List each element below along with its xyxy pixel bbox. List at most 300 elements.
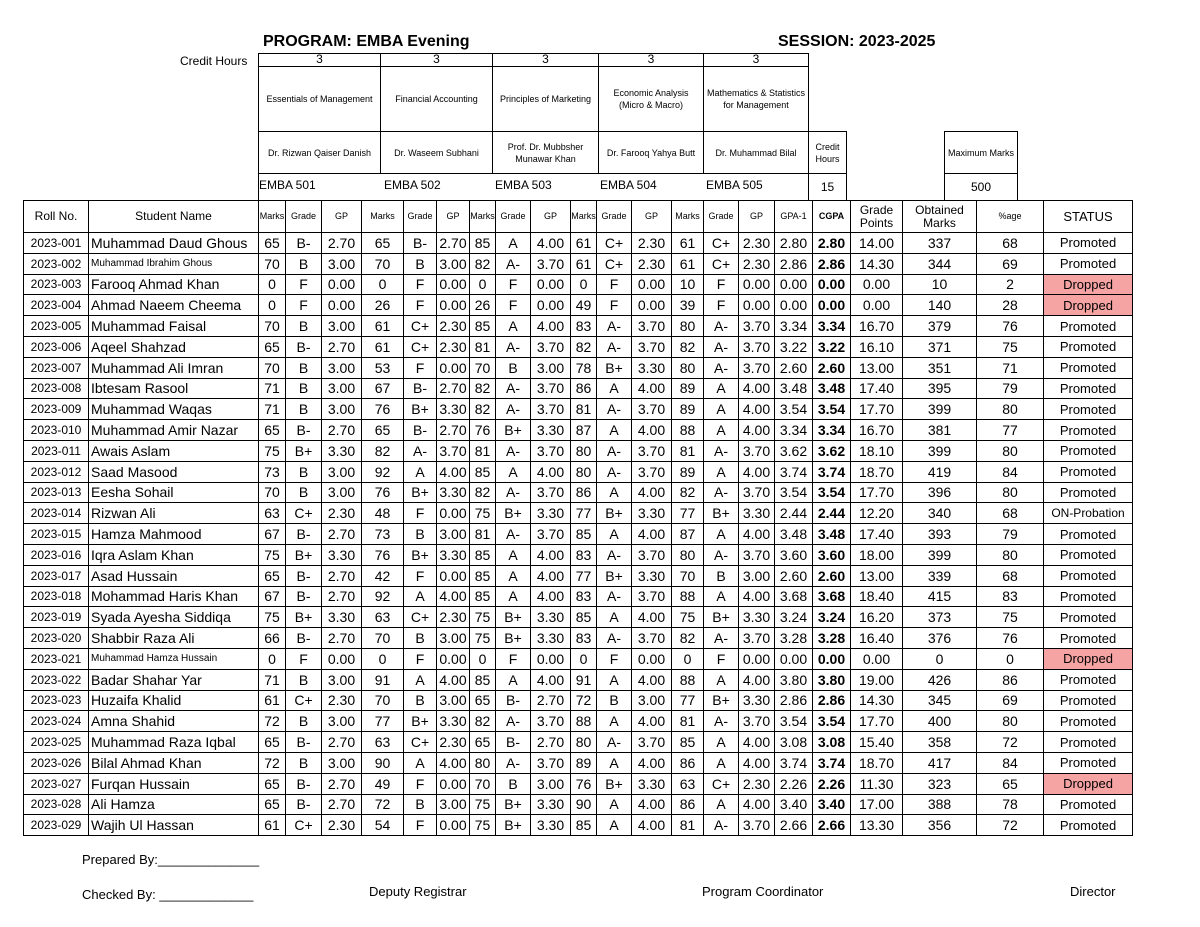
course-2-grade: C+: [404, 316, 437, 337]
gpa: 2.86: [775, 690, 813, 711]
course-1-grade: B+: [286, 607, 322, 628]
course-2-marks: 70: [362, 690, 404, 711]
course-5-grade: A-: [704, 357, 739, 378]
gpa: 2.60: [775, 357, 813, 378]
course-5-grade: F: [704, 295, 739, 316]
course-1-gp: 0.00: [322, 274, 362, 295]
course-5-marks: 89: [672, 461, 704, 482]
roll-no: 2023-027: [24, 773, 89, 794]
table-row: [24, 586, 1133, 607]
course-4-code: EMBA 504: [600, 178, 657, 192]
course-5-grade: A: [704, 399, 739, 420]
course-2-grade: F: [404, 773, 437, 794]
course-2-grade: B: [404, 690, 437, 711]
course-3-grade: A: [496, 461, 531, 482]
percentage: 76: [977, 316, 1044, 337]
roll-no: 2023-005: [24, 316, 89, 337]
course-5-grade: A-: [704, 628, 739, 649]
course-1-grade: B-: [286, 628, 322, 649]
percentage: 78: [977, 794, 1044, 815]
course-3-grade: B+: [496, 815, 531, 836]
course-4-marks: 61: [571, 233, 597, 254]
obtained-marks: 323: [903, 773, 977, 794]
percentage: 80: [977, 544, 1044, 565]
course-2-grade: F: [404, 357, 437, 378]
roll-no: 2023-003: [24, 274, 89, 295]
course-5-gp: 0.00: [739, 648, 775, 669]
course-2-marks: 63: [362, 607, 404, 628]
course-2-grade: F: [404, 274, 437, 295]
course-3-gp: 4.00: [531, 316, 571, 337]
col-name: Student Name: [89, 201, 259, 233]
col-c2-grade: Grade: [404, 201, 437, 233]
course-4-grade: A: [597, 524, 632, 545]
col-c5-marks: Marks: [672, 201, 704, 233]
course-3-gp: 3.70: [531, 752, 571, 773]
course-4-marks: 49: [571, 295, 597, 316]
student-name: Shabbir Raza Ali: [89, 628, 259, 649]
course-2-gp: 3.00: [437, 524, 470, 545]
course-3-grade: A: [496, 233, 531, 254]
course-3-grade: F: [496, 648, 531, 669]
percentage: 80: [977, 711, 1044, 732]
roll-no: 2023-012: [24, 461, 89, 482]
course-1-credit: 3: [316, 52, 323, 66]
course-3-marks: 75: [470, 607, 496, 628]
course-4-gp: 3.70: [632, 440, 672, 461]
course-4-gp: 4.00: [632, 420, 672, 441]
gpa: 3.34: [775, 420, 813, 441]
roll-no: 2023-011: [24, 440, 89, 461]
col-c2-marks: Marks: [362, 201, 404, 233]
roll-no: 2023-008: [24, 378, 89, 399]
course-4-marks: 77: [571, 565, 597, 586]
table-row: [24, 732, 1133, 753]
col-c1-marks: Marks: [259, 201, 286, 233]
table-row: [24, 420, 1133, 441]
col-obtained-marks: Obtained Marks: [903, 201, 977, 233]
course-4-gp: 2.30: [632, 253, 672, 274]
course-5-gp: 4.00: [739, 399, 775, 420]
course-5-gp: 3.70: [739, 336, 775, 357]
course-2-gp: 4.00: [437, 461, 470, 482]
percentage: 69: [977, 690, 1044, 711]
student-name: Saad Masood: [89, 461, 259, 482]
course-5-grade: A-: [704, 711, 739, 732]
course-3-gp: 3.70: [531, 253, 571, 274]
course-1-marks: 0: [259, 648, 286, 669]
course-2-grade: F: [404, 648, 437, 669]
col-status: STATUS: [1044, 201, 1133, 233]
course-4-grade: B+: [597, 357, 632, 378]
col-c4-marks: Marks: [571, 201, 597, 233]
course-1-gp: 3.30: [322, 607, 362, 628]
grade-points: 16.20: [851, 607, 903, 628]
table-row: [24, 752, 1133, 773]
student-name: Muhammad Waqas: [89, 399, 259, 420]
course-1-gp: 2.70: [322, 794, 362, 815]
course-1-grade: C+: [286, 503, 322, 524]
student-name: Muhammad Daud Ghous: [89, 233, 259, 254]
gpa: 3.24: [775, 607, 813, 628]
grade-points: 13.00: [851, 357, 903, 378]
obtained-marks: 351: [903, 357, 977, 378]
col-grade-points: Grade Points: [851, 201, 903, 233]
course-3-gp: 3.30: [531, 815, 571, 836]
course-5-grade: A-: [704, 482, 739, 503]
course-1-grade: B: [286, 253, 322, 274]
course-4-gp: 3.30: [632, 357, 672, 378]
course-2-marks: 54: [362, 815, 404, 836]
course-1-marks: 70: [259, 482, 286, 503]
course-2-gp: 0.00: [437, 773, 470, 794]
obtained-marks: 399: [903, 544, 977, 565]
course-3-grade: B+: [496, 794, 531, 815]
course-3-gp: 4.00: [531, 565, 571, 586]
course-2-grade: A: [404, 461, 437, 482]
course-4-marks: 76: [571, 773, 597, 794]
cgpa: 3.54: [813, 711, 851, 732]
course-2-gp: 0.00: [437, 503, 470, 524]
student-name: Amna Shahid: [89, 711, 259, 732]
course-1-grade: B-: [286, 794, 322, 815]
course-5-marks: 81: [672, 711, 704, 732]
course-2-grade: F: [404, 565, 437, 586]
cgpa: 3.60: [813, 544, 851, 565]
course-1-code: EMBA 501: [259, 178, 316, 192]
course-2-grade: F: [404, 503, 437, 524]
course-2-marks: 63: [362, 732, 404, 753]
course-2-marks: 49: [362, 773, 404, 794]
course-3-grade: B-: [496, 732, 531, 753]
grade-points: 18.10: [851, 440, 903, 461]
status-badge: Promoted: [1044, 524, 1133, 545]
course-3-grade: A: [496, 586, 531, 607]
col-c5-grade: Grade: [704, 201, 739, 233]
course-2-gp: 0.00: [437, 295, 470, 316]
percentage: 84: [977, 461, 1044, 482]
course-2-marks: 65: [362, 420, 404, 441]
obtained-marks: 399: [903, 399, 977, 420]
percentage: 79: [977, 378, 1044, 399]
course-3-gp: 4.00: [531, 544, 571, 565]
course-5-marks: 89: [672, 378, 704, 399]
course-1-grade: B-: [286, 233, 322, 254]
course-3-gp: 3.70: [531, 378, 571, 399]
course-5-gp: 3.00: [739, 565, 775, 586]
course-1-marks: 72: [259, 711, 286, 732]
course-2-gp: 2.70: [437, 233, 470, 254]
gpa: 3.48: [775, 378, 813, 399]
prepared-by: Prepared By:______________: [82, 852, 260, 867]
course-3-marks: 85: [470, 565, 496, 586]
percentage: 80: [977, 399, 1044, 420]
course-4-gp: 3.30: [632, 503, 672, 524]
percentage: 80: [977, 440, 1044, 461]
cgpa: 3.48: [813, 378, 851, 399]
roll-no: 2023-020: [24, 628, 89, 649]
course-3-gp: 3.30: [531, 628, 571, 649]
col-c3-grade: Grade: [496, 201, 531, 233]
course-2-gp: 3.00: [437, 794, 470, 815]
gpa: 0.00: [775, 295, 813, 316]
course-4-grade: A-: [597, 336, 632, 357]
course-2-marks: 73: [362, 524, 404, 545]
col-c3-gp: GP: [531, 201, 571, 233]
course-3-marks: 76: [470, 420, 496, 441]
course-1-marks: 75: [259, 607, 286, 628]
course-4-gp: 3.70: [632, 399, 672, 420]
course-3-grade: B: [496, 773, 531, 794]
course-4-marks: 77: [571, 503, 597, 524]
course-4-grade: F: [597, 274, 632, 295]
course-2-gp: 3.30: [437, 544, 470, 565]
roll-no: 2023-015: [24, 524, 89, 545]
course-5-gp: 4.00: [739, 752, 775, 773]
course-4-marks: 87: [571, 420, 597, 441]
course-4-gp: 3.70: [632, 461, 672, 482]
course-1-instructor: Dr. Rizwan Qaiser Danish: [267, 147, 372, 158]
course-3-marks: 70: [470, 773, 496, 794]
course-1-gp: 3.30: [322, 440, 362, 461]
course-5-code: EMBA 505: [706, 178, 763, 192]
cgpa: 2.26: [813, 773, 851, 794]
roll-no: 2023-029: [24, 815, 89, 836]
col-gpa: GPA-1: [775, 201, 813, 233]
course-2-gp: 3.00: [437, 690, 470, 711]
student-name: Muhammad Ibrahim Ghous: [89, 253, 259, 274]
status-badge: Promoted: [1044, 690, 1133, 711]
status-badge: Promoted: [1044, 565, 1133, 586]
course-3-grade: A-: [496, 752, 531, 773]
course-5-gp: 3.70: [739, 316, 775, 337]
course-1-gp: 2.70: [322, 773, 362, 794]
course-4-gp: 3.00: [632, 690, 672, 711]
course-4-grade: A-: [597, 461, 632, 482]
course-4-credit: 3: [647, 52, 655, 66]
grade-points: 14.00: [851, 233, 903, 254]
director: Director: [1070, 884, 1116, 899]
course-1-grade: B: [286, 482, 322, 503]
course-1-gp: 2.70: [322, 420, 362, 441]
cgpa: 3.68: [813, 586, 851, 607]
course-2-gp: 0.00: [437, 565, 470, 586]
course-1-gp: 2.70: [322, 524, 362, 545]
course-4-grade: A: [597, 669, 632, 690]
course-3-marks: 75: [470, 503, 496, 524]
course-1-marks: 63: [259, 503, 286, 524]
course-4-grade: B: [597, 690, 632, 711]
course-3-marks: 85: [470, 544, 496, 565]
obtained-marks: 340: [903, 503, 977, 524]
roll-no: 2023-016: [24, 544, 89, 565]
obtained-marks: 373: [903, 607, 977, 628]
course-2-grade: B-: [404, 420, 437, 441]
course-5-grade: A: [704, 586, 739, 607]
status-badge: Dropped: [1044, 773, 1133, 794]
course-4-grade: A-: [597, 628, 632, 649]
course-5-marks: 77: [672, 690, 704, 711]
grade-points: 16.10: [851, 336, 903, 357]
col-c5-gp: GP: [739, 201, 775, 233]
course-4-gp: 3.70: [632, 316, 672, 337]
table-row: [24, 565, 1133, 586]
gpa: 2.60: [775, 565, 813, 586]
student-name: Muhammad Hamza Hussain: [89, 648, 259, 669]
status-badge: Promoted: [1044, 357, 1133, 378]
percentage: 68: [977, 233, 1044, 254]
course-4-marks: 89: [571, 752, 597, 773]
course-5-gp: 3.30: [739, 607, 775, 628]
course-5-grade: A: [704, 378, 739, 399]
course-2-gp: 4.00: [437, 752, 470, 773]
course-1-name: Essentials of Management: [266, 94, 373, 104]
grade-points: 17.40: [851, 524, 903, 545]
course-4-grade: A-: [597, 316, 632, 337]
course-5-gp: 4.00: [739, 669, 775, 690]
course-5-marks: 85: [672, 732, 704, 753]
course-2-marks: 92: [362, 586, 404, 607]
course-3-grade: A: [496, 669, 531, 690]
course-4-gp: 4.00: [632, 711, 672, 732]
status-badge: Promoted: [1044, 378, 1133, 399]
course-1-gp: 3.00: [322, 752, 362, 773]
maximum-marks-value: 500: [970, 179, 992, 194]
student-name: Asad Hussain: [89, 565, 259, 586]
course-2-marks: 76: [362, 544, 404, 565]
course-1-marks: 70: [259, 357, 286, 378]
roll-no: 2023-006: [24, 336, 89, 357]
course-4-marks: 80: [571, 440, 597, 461]
table-row: [24, 648, 1133, 669]
course-1-gp: 2.70: [322, 586, 362, 607]
table-row: [24, 607, 1133, 628]
cgpa: 3.22: [813, 336, 851, 357]
course-5-marks: 81: [672, 815, 704, 836]
course-1-marks: 0: [259, 274, 286, 295]
course-3-grade: A-: [496, 399, 531, 420]
course-4-grade: A-: [597, 732, 632, 753]
course-4-marks: 80: [571, 461, 597, 482]
course-5-grade: C+: [704, 773, 739, 794]
course-3-grade: B+: [496, 607, 531, 628]
course-5-marks: 86: [672, 794, 704, 815]
course-3-marks: 82: [470, 378, 496, 399]
course-2-grade: B: [404, 628, 437, 649]
course-2-grade: B+: [404, 544, 437, 565]
grade-points: 17.00: [851, 794, 903, 815]
cgpa: 2.60: [813, 565, 851, 586]
course-1-gp: 0.00: [322, 295, 362, 316]
course-1-grade: C+: [286, 815, 322, 836]
course-5-grade: F: [704, 648, 739, 669]
course-4-gp: 3.30: [632, 773, 672, 794]
course-3-marks: 82: [470, 711, 496, 732]
course-1-gp: 3.00: [322, 316, 362, 337]
status-badge: Promoted: [1044, 794, 1133, 815]
course-3-code: EMBA 503: [495, 178, 552, 192]
course-2-marks: 90: [362, 752, 404, 773]
course-4-marks: 83: [571, 544, 597, 565]
table-row: [24, 336, 1133, 357]
roll-no: 2023-026: [24, 752, 89, 773]
course-1-grade: B: [286, 357, 322, 378]
course-5-grade: A-: [704, 440, 739, 461]
roll-no: 2023-023: [24, 690, 89, 711]
roll-no: 2023-019: [24, 607, 89, 628]
course-4-marks: 72: [571, 690, 597, 711]
course-4-marks: 81: [571, 399, 597, 420]
gpa: 2.44: [775, 503, 813, 524]
course-3-credit: 3: [542, 52, 549, 66]
course-3-grade: B: [496, 357, 531, 378]
course-1-marks: 67: [259, 524, 286, 545]
course-4-grade: F: [597, 295, 632, 316]
course-4-name: Economic Analysis (Micro & Macro): [613, 88, 689, 110]
percentage: 80: [977, 482, 1044, 503]
cgpa: 3.34: [813, 316, 851, 337]
course-4-grade: C+: [597, 233, 632, 254]
course-4-gp: 3.70: [632, 586, 672, 607]
col-roll: Roll No.: [24, 201, 89, 233]
student-name: Muhammad Raza Iqbal: [89, 732, 259, 753]
course-2-instructor: Dr. Waseem Subhani: [394, 147, 479, 158]
course-2-gp: 0.00: [437, 274, 470, 295]
course-5-grade: A: [704, 524, 739, 545]
course-4-grade: A: [597, 752, 632, 773]
course-3-marks: 75: [470, 628, 496, 649]
obtained-marks: 426: [903, 669, 977, 690]
course-5-gp: 4.00: [739, 461, 775, 482]
student-name: Hamza Mahmood: [89, 524, 259, 545]
course-1-marks: 75: [259, 440, 286, 461]
course-5-grade: B+: [704, 690, 739, 711]
gpa: 2.66: [775, 815, 813, 836]
student-name: Ibtesam Rasool: [89, 378, 259, 399]
status-badge: Promoted: [1044, 420, 1133, 441]
course-2-gp: 0.00: [437, 815, 470, 836]
obtained-marks: 415: [903, 586, 977, 607]
course-1-gp: 3.00: [322, 378, 362, 399]
course-3-grade: B+: [496, 628, 531, 649]
course-3-grade: A: [496, 544, 531, 565]
course-3-grade: A-: [496, 482, 531, 503]
course-5-marks: 80: [672, 357, 704, 378]
course-5-marks: 39: [672, 295, 704, 316]
course-5-gp: 4.00: [739, 732, 775, 753]
course-4-grade: A: [597, 794, 632, 815]
course-5-gp: 2.30: [739, 773, 775, 794]
cgpa: 3.08: [813, 732, 851, 753]
course-5-marks: 75: [672, 607, 704, 628]
course-4-grade: A: [597, 815, 632, 836]
course-5-grade: B: [704, 565, 739, 586]
obtained-marks: 0: [903, 648, 977, 669]
course-1-grade: F: [286, 274, 322, 295]
table-row: [24, 690, 1133, 711]
obtained-marks: 345: [903, 690, 977, 711]
course-2-gp: 3.00: [437, 628, 470, 649]
table-row: [24, 794, 1133, 815]
percentage: 65: [977, 773, 1044, 794]
course-4-gp: 4.00: [632, 482, 672, 503]
cgpa: 2.86: [813, 690, 851, 711]
course-5-gp: 2.30: [739, 233, 775, 254]
course-3-grade: A-: [496, 440, 531, 461]
course-1-grade: B: [286, 316, 322, 337]
course-3-gp: 3.30: [531, 420, 571, 441]
course-3-marks: 85: [470, 316, 496, 337]
